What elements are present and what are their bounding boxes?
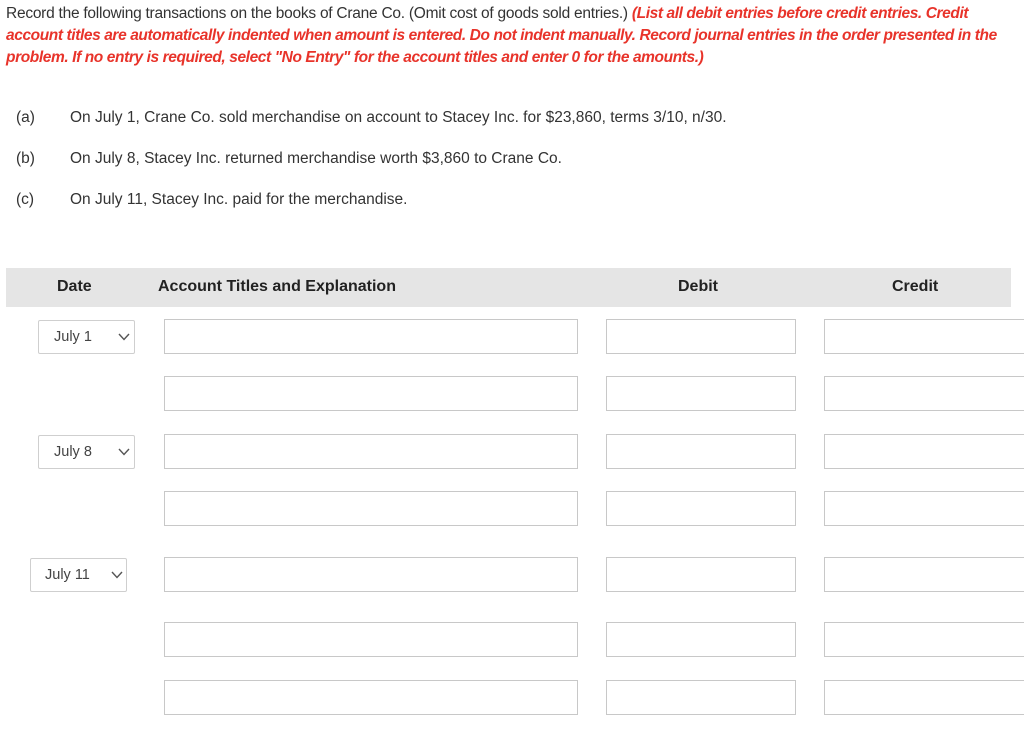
problem-letter: (c) [16,191,35,208]
problem-item-c [0,189,900,211]
debit-amount-input[interactable] [606,319,796,354]
problem-item-a [0,107,900,129]
account-title-input[interactable] [164,434,578,469]
chevron-down-icon [110,569,124,581]
problem-text: On July 1, Crane Co. sold merchandise on account to Stacey Inc. for $23,860, terms 3/10, n/30. [70,109,727,126]
date-select-july-1[interactable] [38,320,135,354]
credit-amount-input[interactable] [824,491,1024,526]
debit-amount-input[interactable] [606,434,796,469]
account-title-input[interactable] [164,491,578,526]
date-select-value: July 11 [45,567,90,583]
problem-letter: (b) [16,150,35,167]
instructions-text: Record the following transactions on the books of Crane Co. (Omit cost of goods sold entries.) [6,5,632,22]
credit-column-header: Credit [892,278,939,295]
journal-table-header [6,268,1011,307]
credit-amount-input[interactable] [824,319,1024,354]
debit-amount-input[interactable] [606,622,796,657]
account-title-input[interactable] [164,319,578,354]
account-title-input[interactable] [164,557,578,592]
account-title-input[interactable] [164,680,578,715]
credit-amount-input[interactable] [824,434,1024,469]
credit-amount-input[interactable] [824,622,1024,657]
date-select-july-11[interactable] [30,558,127,592]
instructions-emphasis: (List all debit entries before credit entries. Credit account titles are automatically indented when amount is entered. Do not indent manually. Record journal entries in the order presented in the problem. If no entry is required, select "No Entry" for the account titles and enter 0 for the amounts.) [6,5,997,66]
problem-text: On July 11, Stacey Inc. paid for the merchandise. [70,191,408,208]
debit-column-header: Debit [678,278,718,295]
credit-amount-input[interactable] [824,680,1024,715]
credit-amount-input[interactable] [824,557,1024,592]
debit-amount-input[interactable] [606,557,796,592]
problem-letter: (a) [16,109,35,126]
debit-amount-input[interactable] [606,680,796,715]
chevron-down-icon [117,446,131,458]
date-select-value: July 8 [54,444,92,460]
instructions [6,3,1011,69]
chevron-down-icon [117,331,131,343]
credit-amount-input[interactable] [824,376,1024,411]
date-select-july-8[interactable] [38,435,135,469]
account-title-input[interactable] [164,376,578,411]
debit-amount-input[interactable] [606,376,796,411]
date-column-header: Date [57,278,92,295]
debit-amount-input[interactable] [606,491,796,526]
account-column-header: Account Titles and Explanation [158,278,396,295]
date-select-value: July 1 [54,329,92,345]
account-title-input[interactable] [164,622,578,657]
problem-text: On July 8, Stacey Inc. returned merchandise worth $3,860 to Crane Co. [70,150,562,167]
problem-item-b [0,148,900,170]
